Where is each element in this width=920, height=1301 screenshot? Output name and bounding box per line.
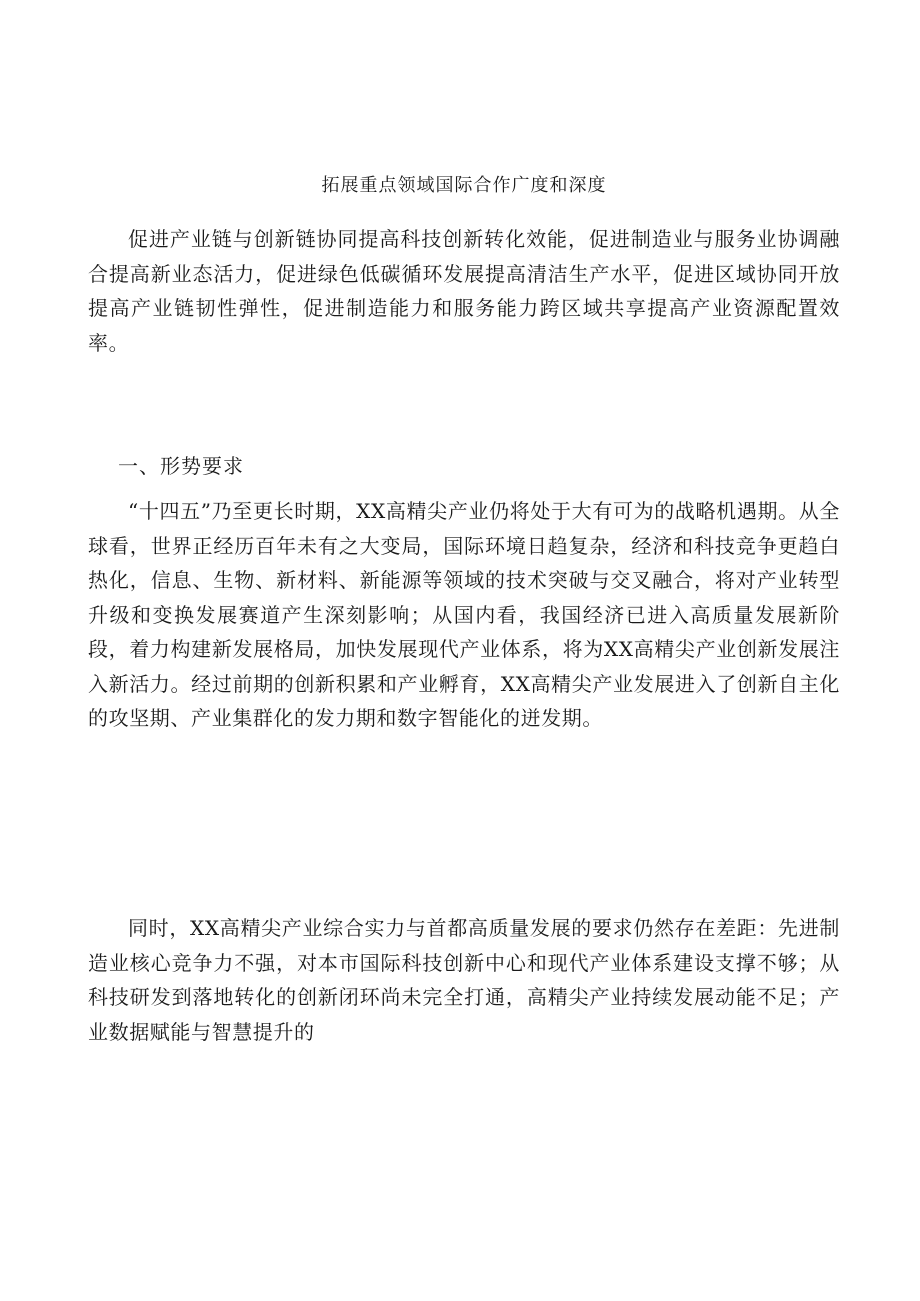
gaps-paragraph: 同时，XX高精尖产业综合实力与首都高质量发展的要求仍然存在差距：先进制造业核心竞争力不强，对本市国际科技创新中心和现代产业体系建设支撑不够；从科技研发到落地转化的创新闭环尚未完全打通，高精尖产业持续发展动能不足；产业数据赋能与智慧提升的 xyxy=(88,916,840,1044)
section-heading: 一、形势要求 xyxy=(118,454,244,478)
situation-paragraph: “十四五”乃至更长时期，XX高精尖产业仍将处于大有可为的战略机遇期。从全球看，世界正经历百年未有之大变局，国际环境日趋复杂，经济和科技竞争更趋白热化，信息、生物、新材料、新能源等领域的技术突破与交叉融合，将对产业转型升级和变换发展赛道产生深刻影响；从国内看，我国经济已进入高质量发展新阶段，着力构建新发展格局，加快发展现代产业体系，将为XX高精尖产业创新发展注入新活力。经过前期的创新积累和产业孵育，XX高精尖产业发展进入了创新自主化的攻坚期、产业集群化的发力期和数字智能化的迸发期。 xyxy=(88,499,840,730)
document-title: 拓展重点领域国际合作广度和深度 xyxy=(321,175,607,196)
intro-paragraph: 促进产业链与创新链协同提高科技创新转化效能，促进制造业与服务业协调融合提高新业态活力，促进绿色低碳循环发展提高清洁生产水平，促进区域协同开放提高产业链韧性弹性，促进制造能力和服务能力跨区域共享提高产业资源配置效率。 xyxy=(88,227,840,355)
